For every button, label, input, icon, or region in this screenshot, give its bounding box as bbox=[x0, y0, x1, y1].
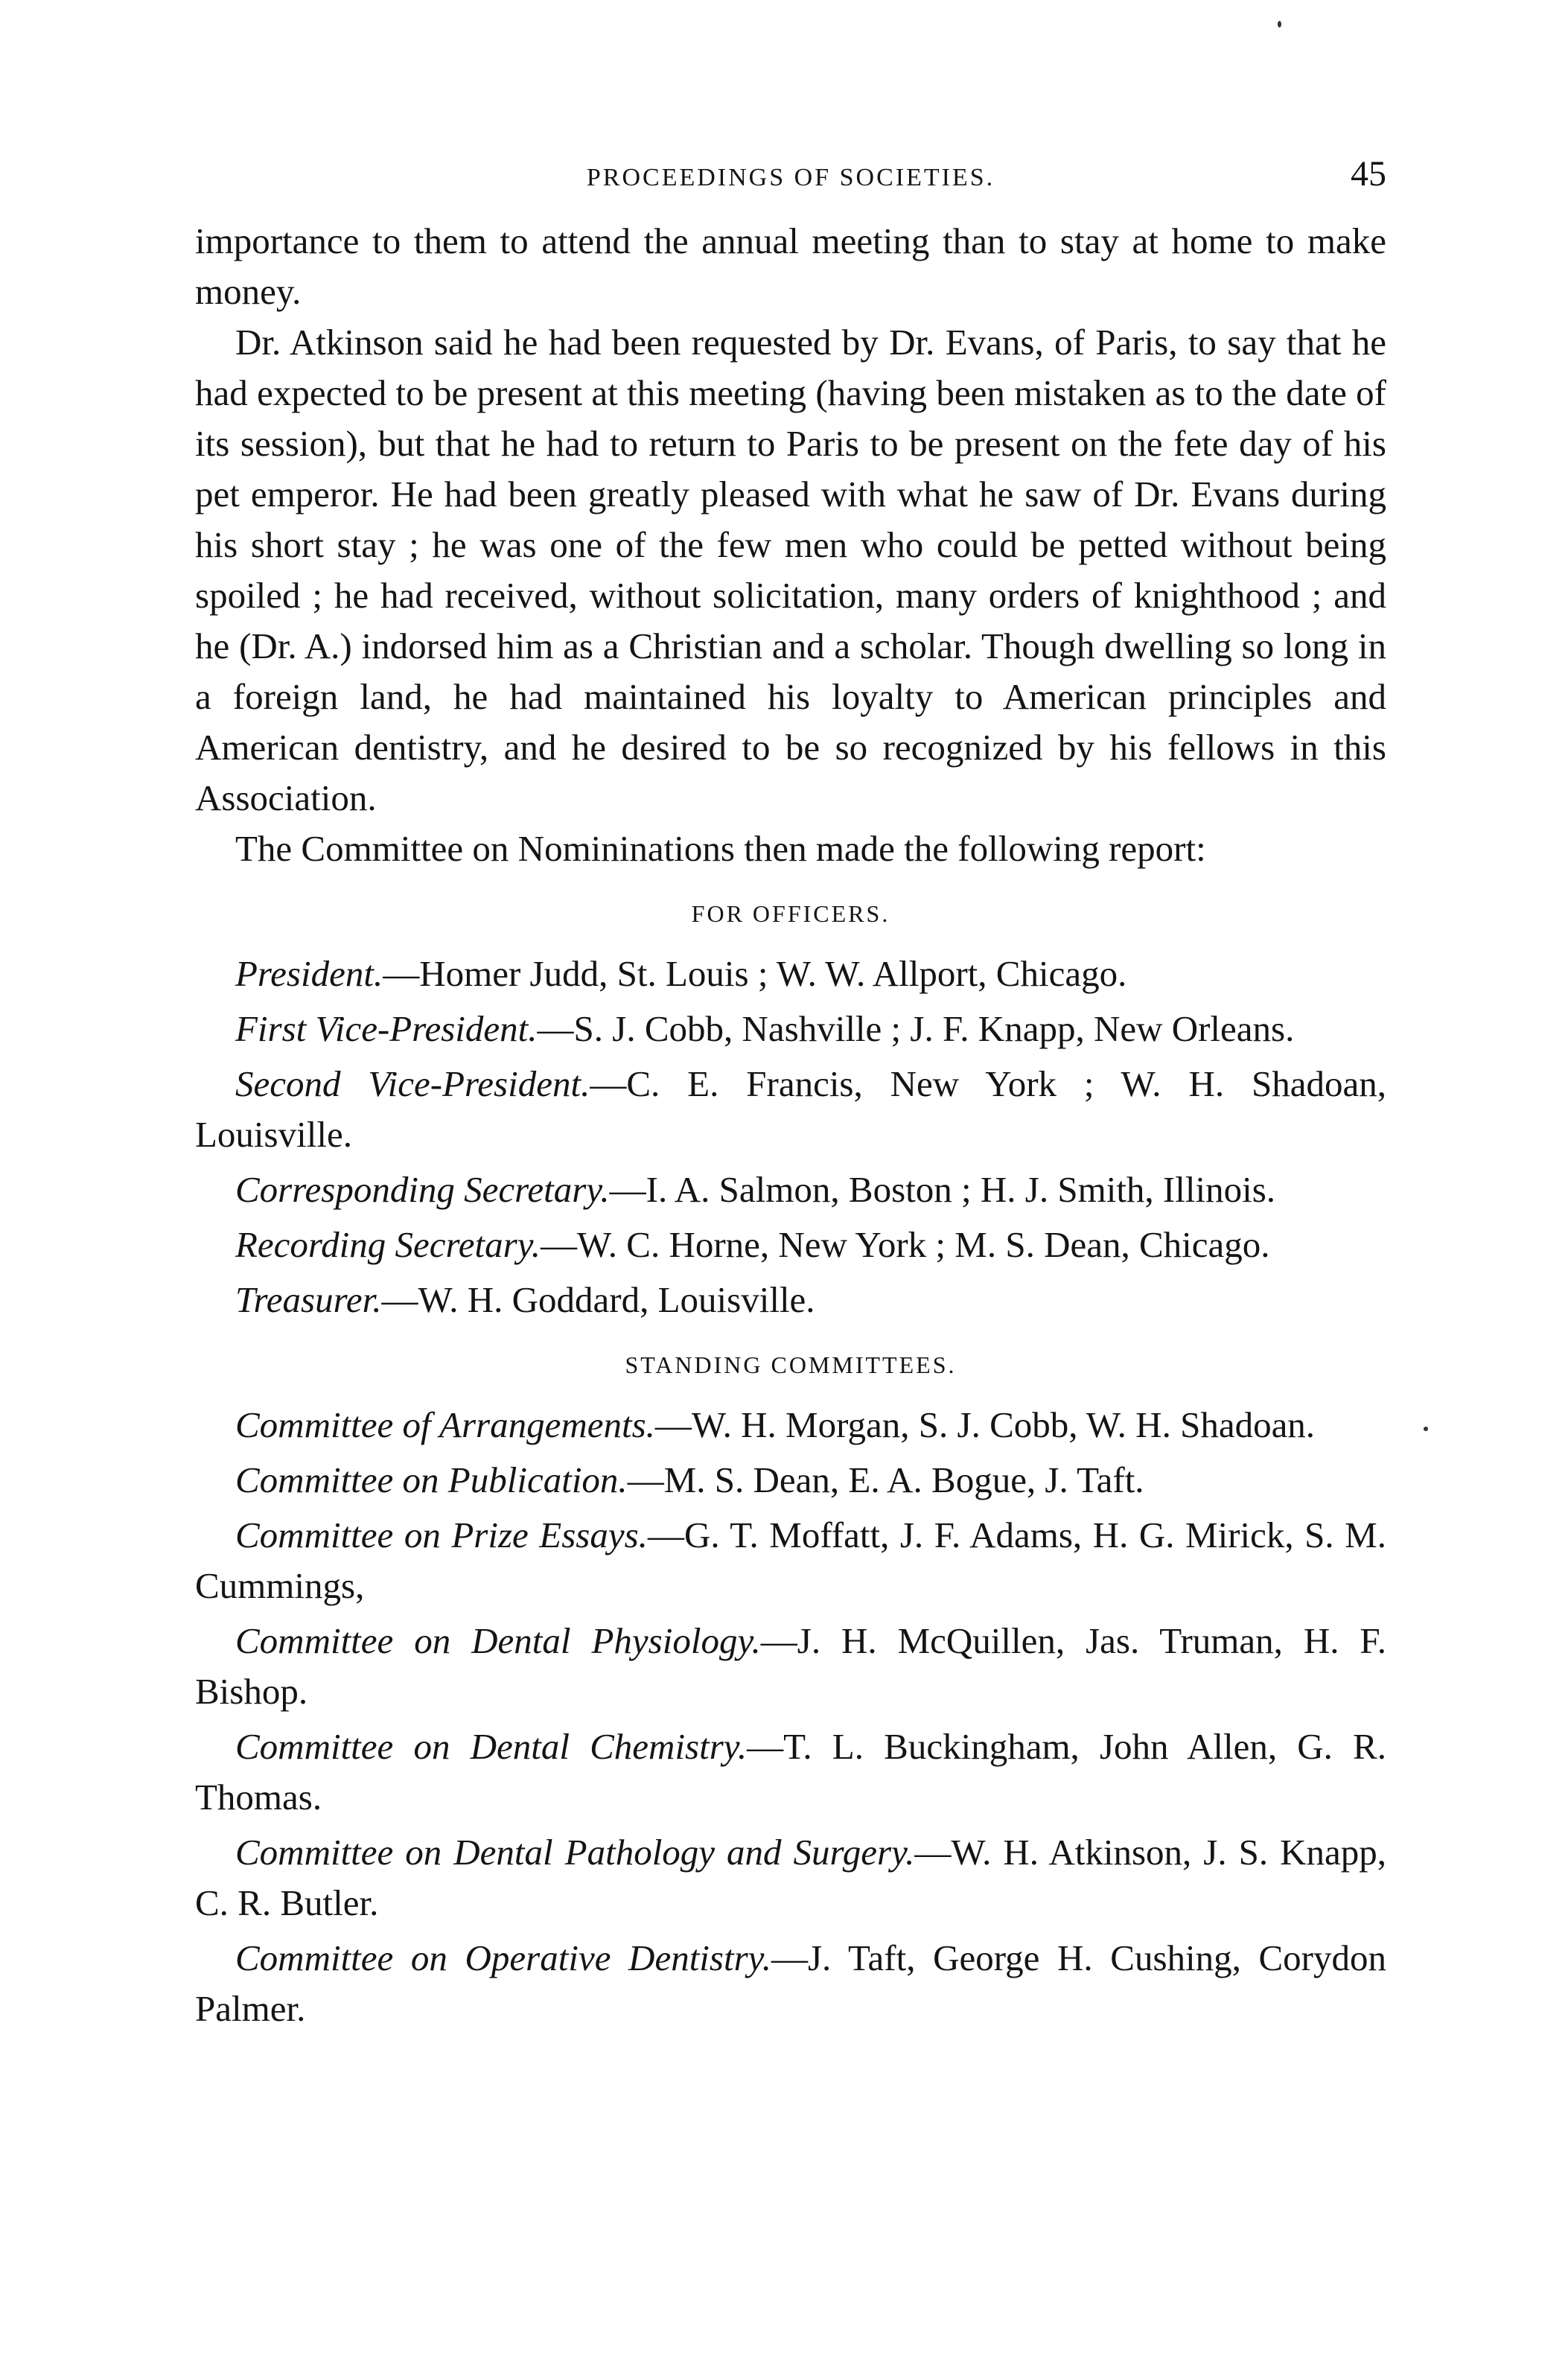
committee-entry bbox=[195, 1400, 1386, 1450]
committees-list bbox=[195, 1400, 1386, 2034]
committee-entry bbox=[195, 1455, 1386, 1506]
officer-entry bbox=[195, 1275, 1386, 1325]
committee-members: —G. T. Moffatt, J. F. Adams, H. G. Mirick, S. M. Cummings, bbox=[195, 1514, 1386, 1606]
committee-members: —M. S. Dean, E. A. Bogue, J. Taft. bbox=[627, 1459, 1144, 1500]
scan-speck bbox=[1278, 21, 1281, 28]
office-holders: —C. E. Francis, New York ; W. H. Shadoan, Louisville. bbox=[195, 1063, 1386, 1155]
office-title: Second Vice-President. bbox=[235, 1063, 590, 1104]
committee-title: Committee on Prize Essays. bbox=[235, 1514, 648, 1555]
office-title: First Vice-President. bbox=[235, 1008, 538, 1049]
officers-heading: FOR OFFICERS. bbox=[691, 900, 890, 927]
committee-entry bbox=[195, 1721, 1386, 1823]
committee-title: Committee on Dental Pathology and Surgery. bbox=[235, 1832, 915, 1873]
committee-entry bbox=[195, 1933, 1386, 2034]
committee-title: Committee on Dental Physiology. bbox=[235, 1620, 761, 1661]
committees-heading: STANDING COMMITTEES. bbox=[625, 1351, 957, 1378]
office-holders: —W. H. Goddard, Louisville. bbox=[381, 1279, 815, 1320]
office-holders: —Homer Judd, St. Louis ; W. W. Allport, Chicago. bbox=[383, 953, 1127, 994]
committee-title: Committee on Dental Chemistry. bbox=[235, 1726, 748, 1767]
committee-entry bbox=[195, 1827, 1386, 1928]
committee-title: Committee on Operative Dentistry. bbox=[235, 1937, 771, 1978]
officer-entry bbox=[195, 1059, 1386, 1160]
paragraph: Dr. Atkinson said he had been requested by Dr. Evans, of Paris, to say that he had expected to be present at this meeting (having been mistaken as to the date of its session), but that he had to return to Paris to be present on the fete day of his pet emperor. He had been greatly pleased with what he saw of Dr. Evans during his short stay ; he was one of the few men who could be petted without being spoiled ; he had received, without solicitation, many orders of knighthood ; and he (Dr. A.) indorsed him as a Christian and a scholar. Though dwelling so long in a foreign land, he had maintained his loyalty to American principles and American dentistry, and he desired to be so recognized by his fellows in this Association. bbox=[195, 322, 1386, 818]
committee-members: —J. H. McQuillen, Jas. Truman, H. F. Bishop. bbox=[195, 1620, 1386, 1712]
paragraph: The Committee on Nomininations then made the following report: bbox=[235, 828, 1206, 869]
committee-members: —J. Taft, George H. Cushing, Corydon Palmer. bbox=[195, 1937, 1386, 2029]
officer-entry bbox=[195, 949, 1386, 999]
paragraph: importance to them to attend the annual meeting than to stay at home to make money. bbox=[195, 220, 1386, 312]
scan-speck bbox=[1424, 1427, 1428, 1431]
body-text bbox=[195, 216, 1386, 874]
officer-entry bbox=[195, 1220, 1386, 1270]
committee-title: Committee on Publication. bbox=[235, 1459, 628, 1500]
officer-entry bbox=[195, 1165, 1386, 1215]
office-holders: —I. A. Salmon, Boston ; H. J. Smith, Illinois. bbox=[609, 1169, 1276, 1210]
office-title: Recording Secretary. bbox=[235, 1224, 541, 1265]
office-title: Treasurer. bbox=[235, 1279, 382, 1320]
page-number: 45 bbox=[1351, 154, 1386, 194]
committee-members: —W. H. Morgan, S. J. Cobb, W. H. Shadoan. bbox=[654, 1404, 1316, 1445]
committee-title: Committee of Arrangements. bbox=[235, 1404, 655, 1445]
officer-entry bbox=[195, 1004, 1386, 1054]
office-title: Corresponding Secretary. bbox=[235, 1169, 610, 1210]
committee-members: —W. H. Atkinson, J. S. Knapp, C. R. Butler. bbox=[195, 1832, 1386, 1923]
book-page bbox=[195, 141, 1386, 2039]
officers-list bbox=[195, 949, 1386, 1325]
office-holders: —S. J. Cobb, Nashville ; J. F. Knapp, New Orleans. bbox=[537, 1008, 1295, 1049]
running-title: PROCEEDINGS OF SOCIETIES. bbox=[586, 164, 995, 191]
office-title: President. bbox=[235, 953, 383, 994]
committee-entry bbox=[195, 1616, 1386, 1717]
running-head bbox=[195, 141, 1386, 216]
office-holders: —W. C. Horne, New York ; M. S. Dean, Chicago. bbox=[541, 1224, 1270, 1265]
committee-entry bbox=[195, 1510, 1386, 1611]
committee-members: —T. L. Buckingham, John Allen, G. R. Thomas. bbox=[195, 1726, 1386, 1818]
